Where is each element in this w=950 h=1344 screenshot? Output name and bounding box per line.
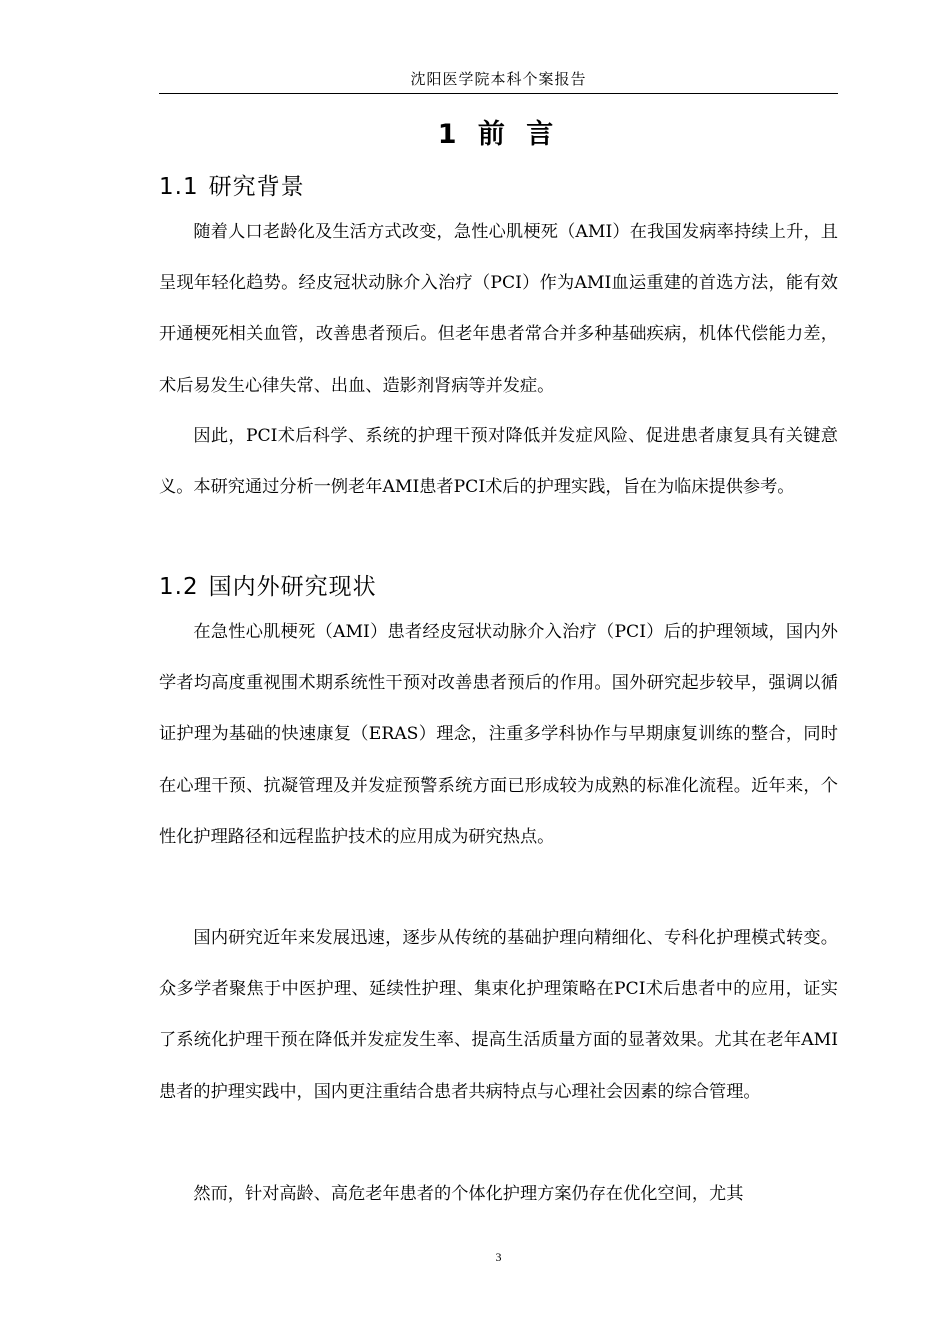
section-number: 1.2 — [159, 574, 199, 600]
running-header: 沈阳医学院本科个案报告 — [410, 70, 587, 88]
section-title: 国内外研究现状 — [208, 574, 377, 600]
paragraph: 在急性心肌梗死（AMI）患者经皮冠状动脉介入治疗（PCI）后的护理领域，国内外学者均高度重视围术期系统性干预对改善患者预后的作用。国外研究起步较早，强调以循证护理为基础的快速康复（ERAS）理念，注重多学科协作与早期康复训练的整合，同时在心理干预、抗凝管理及并发症预警系统方面已形成较为成熟的标准化流程。近年来，个性化护理路径和远程监护技术的应用成为研究热点。 — [159, 622, 838, 847]
paragraph: 国内研究近年来发展迅速，逐步从传统的基础护理向精细化、专科化护理模式转变。众多学者聚焦于中医护理、延续性护理、集束化护理策略在PCI术后患者中的应用，证实了系统化护理干预在降低并发症发生率、提高生活质量方面的显著效果。尤其在老年AMI患者的护理实践中，国内更注重结合患者共病特点与心理社会因素的综合管理。 — [159, 928, 838, 1102]
header-rule — [159, 93, 838, 94]
paragraph: 然而，针对高龄、高危老年患者的个体化护理方案仍存在优化空间，尤其 — [193, 1184, 744, 1204]
section-title: 研究背景 — [208, 174, 305, 200]
paragraph: 因此，PCI术后科学、系统的护理干预对降低并发症风险、促进患者康复具有关键意义。本研究通过分析一例老年AMI患者PCI术后的护理实践，旨在为临床提供参考。 — [159, 426, 838, 498]
section-heading-1-1 — [159, 168, 305, 201]
section-heading-1-2 — [159, 568, 377, 601]
paragraph: 随着人口老龄化及生活方式改变，急性心肌梗死（AMI）在我国发病率持续上升，且呈现年轻化趋势。经皮冠状动脉介入治疗（PCI）作为AMI血运重建的首选方法，能有效开通梗死相关血管，改善患者预后。但老年患者常合并多种基础疾病，机体代偿能力差，术后易发生心律失常、出血、造影剂肾病等并发症。 — [159, 222, 838, 396]
page-number: 3 — [495, 1250, 502, 1264]
chapter-title: 1 前 言 — [437, 119, 560, 150]
section-number: 1.1 — [159, 174, 199, 200]
